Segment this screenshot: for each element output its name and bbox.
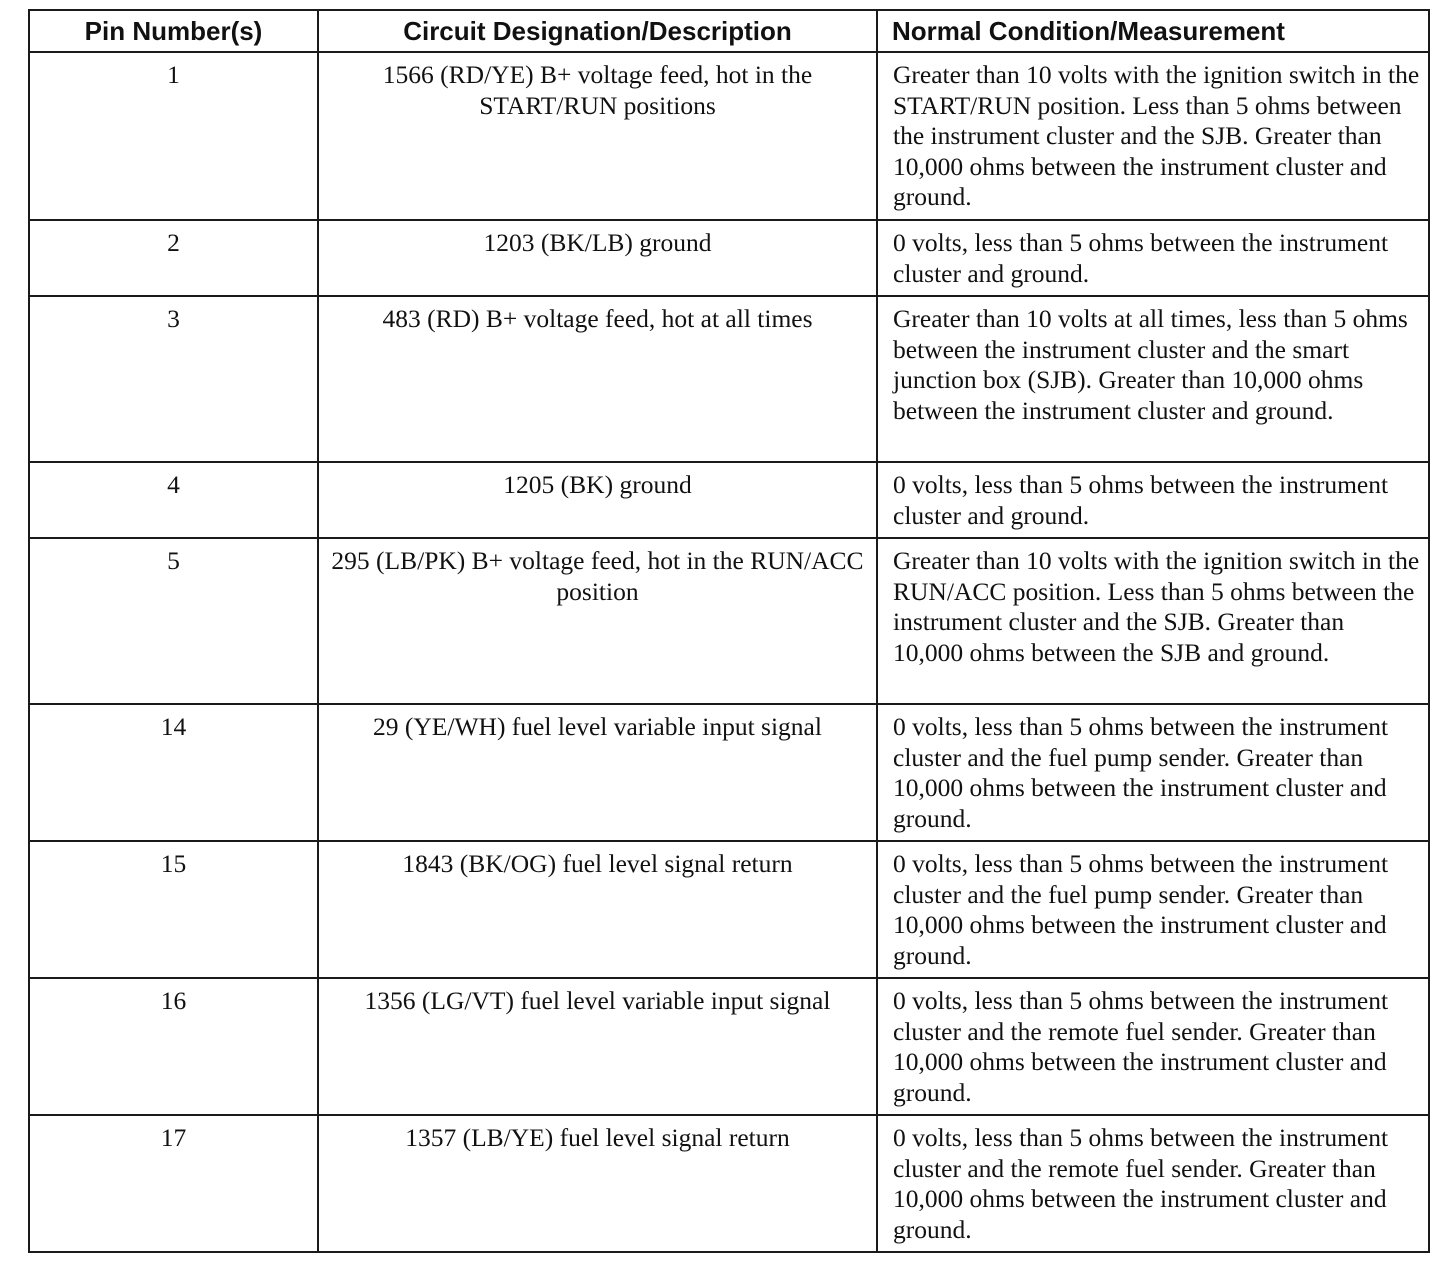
header-row	[29, 10, 1429, 52]
condition-cell: Greater than 10 volts with the ignition switch in the START/RUN position. Less than 5 ohms between the instrument cluster and the SJB. Greater than 10,000 ohms between the instrument cluster and ground.	[877, 52, 1429, 220]
description-cell: 1205 (BK) ground	[318, 462, 877, 538]
pin-table	[28, 9, 1430, 1253]
table-header	[29, 10, 1429, 52]
description-cell: 29 (YE/WH) fuel level variable input signal	[318, 704, 877, 841]
table-row	[29, 52, 1429, 220]
table-row	[29, 978, 1429, 1115]
description-cell: 295 (LB/PK) B+ voltage feed, hot in the RUN/ACC position	[318, 538, 877, 704]
header-circuit-description: Circuit Designation/Description	[318, 10, 877, 52]
pin-cell: 17	[29, 1115, 318, 1252]
pin-cell: 3	[29, 296, 318, 462]
condition-cell: Greater than 10 volts at all times, less than 5 ohms between the instrument cluster and the smart junction box (SJB). Greater than 10,000 ohms between the instrument cluster and ground.	[877, 296, 1429, 462]
table-row	[29, 704, 1429, 841]
table-row	[29, 296, 1429, 462]
description-cell: 1203 (BK/LB) ground	[318, 220, 877, 296]
pin-cell: 1	[29, 52, 318, 220]
condition-cell: 0 volts, less than 5 ohms between the instrument cluster and the remote fuel sender. Greater than 10,000 ohms between the instrument cluster and ground.	[877, 978, 1429, 1115]
condition-cell: 0 volts, less than 5 ohms between the instrument cluster and the remote fuel sender. Greater than 10,000 ohms between the instrument cluster and ground.	[877, 1115, 1429, 1252]
table-row	[29, 220, 1429, 296]
pin-cell: 15	[29, 841, 318, 978]
condition-cell: Greater than 10 volts with the ignition switch in the RUN/ACC position. Less than 5 ohms between the instrument cluster and the SJB. Greater than 10,000 ohms between the SJB and ground.	[877, 538, 1429, 704]
description-cell: 1566 (RD/YE) B+ voltage feed, hot in the START/RUN positions	[318, 52, 877, 220]
description-cell: 1357 (LB/YE) fuel level signal return	[318, 1115, 877, 1252]
table-row	[29, 841, 1429, 978]
table-row	[29, 462, 1429, 538]
description-cell: 1356 (LG/VT) fuel level variable input signal	[318, 978, 877, 1115]
description-cell: 483 (RD) B+ voltage feed, hot at all times	[318, 296, 877, 462]
condition-cell: 0 volts, less than 5 ohms between the instrument cluster and the fuel pump sender. Greater than 10,000 ohms between the instrument cluster and ground.	[877, 704, 1429, 841]
header-normal-condition: Normal Condition/Measurement	[877, 10, 1429, 52]
condition-cell: 0 volts, less than 5 ohms between the instrument cluster and ground.	[877, 220, 1429, 296]
pin-table-container	[28, 9, 1428, 1253]
table-row	[29, 538, 1429, 704]
header-pin-number: Pin Number(s)	[29, 10, 318, 52]
pin-cell: 16	[29, 978, 318, 1115]
pin-cell: 2	[29, 220, 318, 296]
condition-cell: 0 volts, less than 5 ohms between the instrument cluster and ground.	[877, 462, 1429, 538]
pin-cell: 4	[29, 462, 318, 538]
pin-cell: 14	[29, 704, 318, 841]
table-row	[29, 1115, 1429, 1252]
table-body	[29, 52, 1429, 1252]
pin-cell: 5	[29, 538, 318, 704]
condition-cell: 0 volts, less than 5 ohms between the instrument cluster and the fuel pump sender. Greater than 10,000 ohms between the instrument cluster and ground.	[877, 841, 1429, 978]
description-cell: 1843 (BK/OG) fuel level signal return	[318, 841, 877, 978]
